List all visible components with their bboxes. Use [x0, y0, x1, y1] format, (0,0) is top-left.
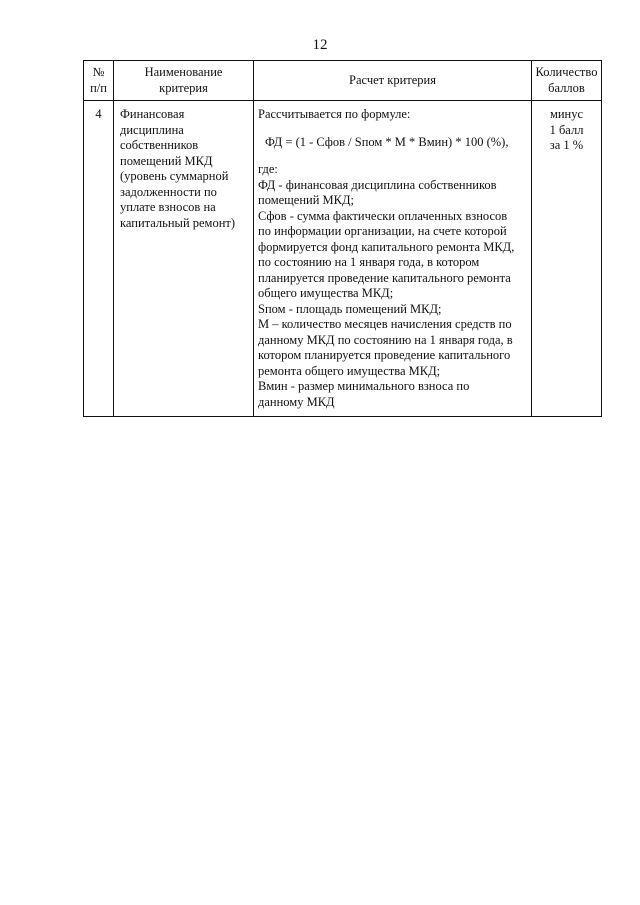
calculation-intro: Рассчитывается по формуле:	[258, 107, 411, 121]
calculation-definition-line: формируется фонд капитального ремонта МКД,	[258, 239, 515, 254]
criterion-name-line: Финансовая	[120, 107, 185, 121]
page-number: 12	[312, 37, 328, 53]
calculation-definition-line: ФД - финансовая дисциплина собственников	[258, 177, 497, 192]
table-header-row	[84, 61, 602, 101]
calculation-definition-line: общего имущества МКД;	[258, 286, 394, 300]
header-calculation: Расчет критерия	[254, 61, 532, 101]
calculation-definition-line: по состоянию на 1 января года, в котором	[258, 255, 480, 269]
calculation-definition-line: М – количество месяцев начисления средств по	[258, 317, 512, 331]
header-score-line-1: Количество	[535, 65, 598, 79]
header-criterion-name-line-1: Наименование	[144, 65, 223, 79]
calculation-definition-line: Сфов - сумма фактически оплаченных взносов	[258, 208, 508, 223]
calculation-definition-line: Вмин - размер минимального взноса по	[258, 379, 470, 393]
criteria-table	[83, 60, 602, 417]
criterion-name-line: дисциплина	[120, 122, 184, 137]
table-row	[84, 101, 602, 417]
header-score	[532, 61, 602, 101]
criterion-name-line: уплате взносов на	[120, 200, 216, 214]
score-line: за 1 %	[549, 138, 584, 152]
criterion-name-line: собственников	[120, 138, 199, 152]
criterion-name-line: задолженности по	[120, 184, 217, 199]
criterion-name-line: (уровень суммарной	[120, 169, 229, 183]
criterion-name-line: капитальный ремонт)	[120, 215, 236, 230]
calculation-spacer	[258, 123, 527, 135]
header-number	[84, 61, 114, 101]
header-score-line-2: баллов	[548, 80, 585, 95]
calculation-definition-line: планируется проведение капитального ремонта	[258, 270, 511, 285]
calculation-spacer	[258, 150, 527, 162]
calculation-definition-line: помещений МКД;	[258, 193, 354, 207]
header-number-line-1: №	[92, 65, 105, 79]
calculation-definition-line: котором планируется проведение капитального	[258, 348, 511, 362]
score-line: минус	[549, 107, 584, 121]
header-number-line-2: п/п	[90, 80, 107, 95]
header-criterion-name	[114, 61, 254, 101]
calculation-definition-line: ремонта общего имущества МКД;	[258, 363, 441, 378]
criterion-name-line: помещений МКД	[120, 153, 213, 168]
score-line: 1 балл	[549, 122, 584, 137]
row-number: 4	[84, 101, 114, 417]
criterion-calculation	[254, 101, 532, 417]
calculation-definition-line: данному МКД по состоянию на 1 января года, в	[258, 332, 513, 347]
calculation-where: где:	[258, 162, 278, 176]
criterion-name	[114, 101, 254, 417]
calculation-definition-line: Sпом - площадь помещений МКД;	[258, 301, 442, 316]
calculation-definition-line: данному МКД	[258, 394, 335, 409]
header-criterion-name-line-2: критерия	[159, 80, 208, 95]
criterion-score	[532, 101, 602, 417]
calculation-definition-line: по информации организации, на счете которой	[258, 224, 507, 238]
calculation-formula: ФД = (1 - Сфов / Sпом * М * Вмин) * 100 (%),	[265, 134, 509, 149]
